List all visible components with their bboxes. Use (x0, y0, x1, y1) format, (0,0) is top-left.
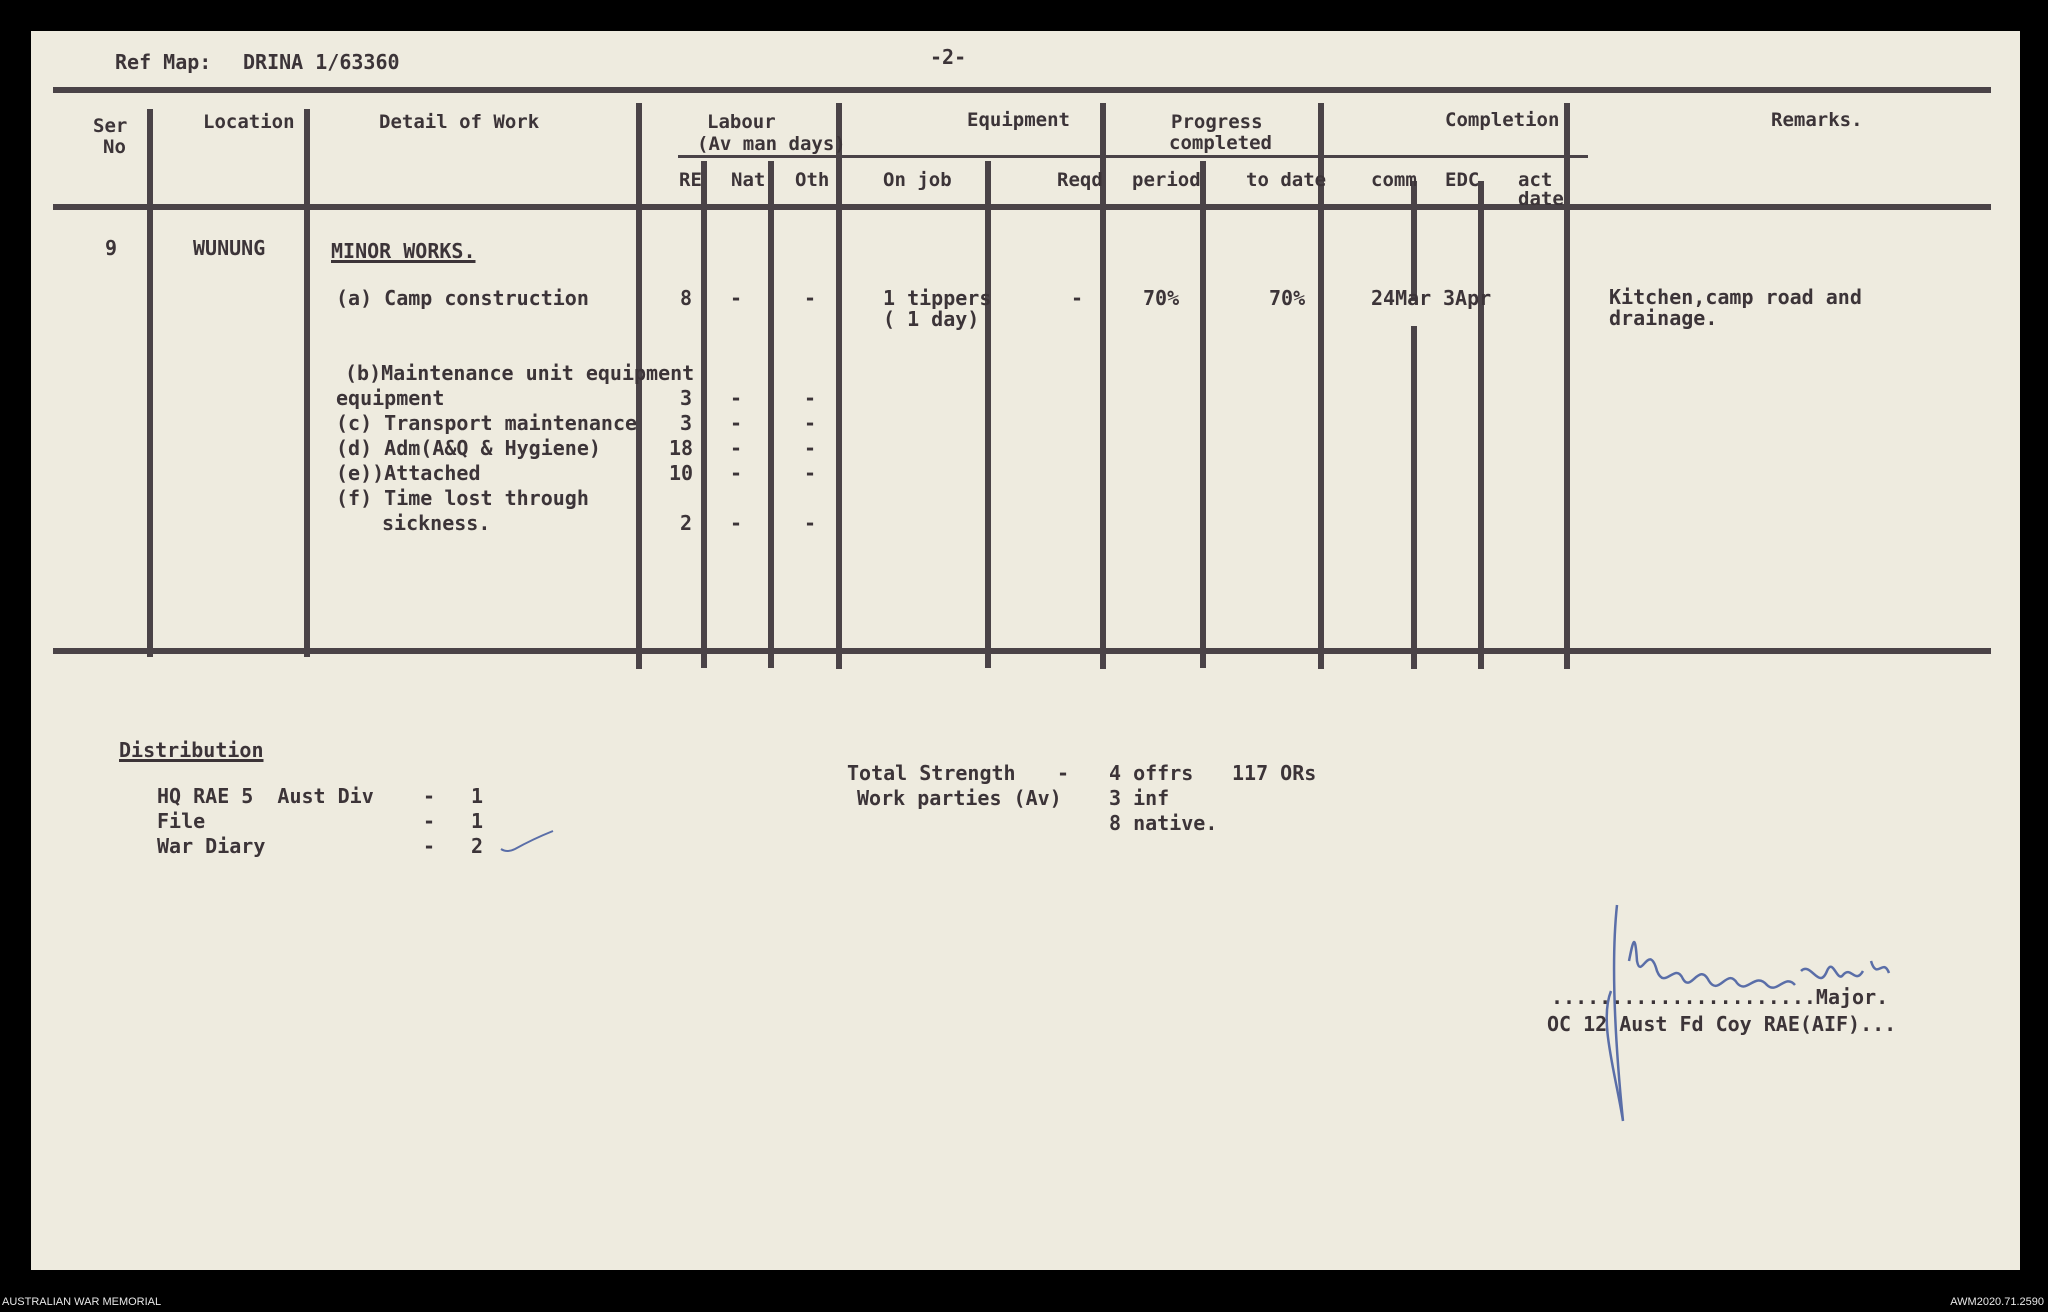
header-reqd: Reqd (1057, 169, 1103, 191)
header-bottom-rule (53, 204, 1991, 210)
item-a-on-job: 1 tippers (883, 286, 992, 310)
item-a-period: 70% (1143, 286, 1180, 310)
item-b-detail-2: equipment (336, 386, 445, 410)
header-completed: completed (1169, 132, 1272, 154)
col-divider (985, 161, 991, 668)
item-f-detail-2: sickness. (382, 511, 491, 535)
work-parties-label: Work parties (Av) (857, 786, 1062, 810)
table-bottom-rule (53, 648, 1991, 654)
row-location: WUNUNG (193, 236, 266, 260)
item-b-oth: - (804, 386, 817, 410)
col-divider (1564, 103, 1570, 669)
col-divider (768, 161, 774, 668)
header-remarks: Remarks. (1771, 109, 1863, 131)
header-re: RE (679, 169, 702, 191)
item-d-re: 18 (669, 436, 694, 460)
signature-title: OC 12 Aust Fd Coy RAE(AIF)... (1547, 1012, 1897, 1036)
checkmark-icon (497, 827, 557, 857)
map-name: DRINA 1/63360 (243, 50, 400, 74)
item-a-remarks-2: drainage. (1609, 306, 1718, 330)
dist-count-2: 1 (471, 809, 484, 833)
header-progress: Progress (1171, 111, 1263, 133)
item-a-comm: 24Mar (1371, 286, 1432, 310)
col-divider (701, 161, 707, 668)
dist-dash-1: - (423, 784, 436, 808)
item-e-re: 10 (669, 461, 694, 485)
item-c-nat: - (730, 411, 743, 435)
header-equipment: Equipment (967, 109, 1070, 131)
item-c-detail: (c) Transport maintenance (336, 411, 638, 435)
item-f-oth: - (804, 511, 817, 535)
document-page (31, 31, 2020, 1270)
header-completion: Completion (1445, 109, 1560, 131)
item-a-nat: - (730, 286, 743, 310)
item-d-nat: - (730, 436, 743, 460)
item-a-remarks: Kitchen,camp road and (1609, 285, 1862, 309)
handwritten-signature (1571, 901, 1971, 1131)
distribution-title: Distribution (119, 738, 264, 762)
subheader-rule (678, 155, 1588, 158)
header-no: No (103, 136, 126, 158)
header-edc: EDC (1445, 169, 1480, 191)
total-strength-ors: 117 ORs (1232, 761, 1317, 785)
item-f-detail: (f) Time lost through (336, 486, 589, 510)
col-divider (1411, 181, 1417, 301)
item-a-oth: - (804, 286, 817, 310)
header-labour: Labour (707, 111, 776, 133)
col-divider (636, 103, 642, 669)
header-location: Location (203, 111, 295, 133)
work-parties-native: 8 native. (1109, 811, 1218, 835)
item-a-detail: (a) Camp construction (336, 286, 589, 310)
ref-map-label: Ref Map: (115, 50, 212, 74)
item-f-nat: - (730, 511, 743, 535)
header-date: date (1518, 188, 1564, 210)
footer-right: AWM2020.71.2590 (1950, 1296, 2044, 1308)
item-c-oth: - (804, 411, 817, 435)
row-heading: MINOR WORKS. (331, 239, 476, 263)
item-a-to-date: 70% (1269, 286, 1306, 310)
header-act: act (1518, 169, 1553, 191)
item-a-reqd: - (1071, 286, 1084, 310)
item-d-oth: - (804, 436, 817, 460)
header-on-job: On job (883, 169, 952, 191)
page-number: -2- (930, 45, 967, 69)
item-a-on-job-2: ( 1 day) (883, 307, 980, 331)
work-parties-inf: 3 inf (1109, 786, 1170, 810)
header-detail: Detail of Work (379, 111, 540, 133)
col-divider (1478, 181, 1484, 669)
header-period: period (1132, 169, 1201, 191)
total-strength-offrs: 4 offrs (1109, 761, 1194, 785)
footer-left: AUSTRALIAN WAR MEMORIAL (2, 1296, 162, 1308)
item-b-nat: - (730, 386, 743, 410)
col-divider (1200, 161, 1206, 668)
item-b-re: 3 (680, 386, 693, 410)
signature-dots: ......................Major. (1551, 985, 1889, 1009)
header-comm: comm (1371, 169, 1417, 191)
total-strength-label: Total Strength (847, 761, 1016, 785)
col-divider (836, 103, 842, 669)
item-a-edc: 3Apr (1443, 286, 1492, 310)
item-c-re: 3 (680, 411, 693, 435)
header-oth: Oth (795, 169, 830, 191)
total-strength-dash: - (1057, 761, 1070, 785)
dist-name-2: File (157, 809, 206, 833)
header-nat: Nat (731, 169, 766, 191)
dist-dash-2: - (423, 809, 436, 833)
header-labour-sub: (Av man days) (697, 133, 846, 155)
row-ser: 9 (105, 236, 118, 260)
dist-name-3: War Diary (157, 834, 266, 858)
table-top-rule (53, 87, 1991, 93)
item-e-oth: - (804, 461, 817, 485)
item-d-detail: (d) Adm(A&Q & Hygiene) (336, 436, 601, 460)
col-divider (1411, 326, 1417, 669)
dist-count-1: 1 (471, 784, 484, 808)
col-divider (147, 109, 153, 657)
item-f-re: 2 (680, 511, 693, 535)
item-a-re: 8 (680, 286, 693, 310)
dist-dash-3: - (423, 834, 436, 858)
header-to-date: to date (1246, 169, 1327, 191)
header-ser: Ser (93, 115, 128, 137)
item-e-nat: - (730, 461, 743, 485)
dist-name-1: HQ RAE 5 Aust Div (157, 784, 374, 808)
item-e-detail: (e))Attached (336, 461, 481, 485)
col-divider (304, 109, 310, 657)
dist-count-3: 2 (471, 834, 484, 858)
item-b-detail: (b)Maintenance unit equipment (345, 361, 695, 385)
